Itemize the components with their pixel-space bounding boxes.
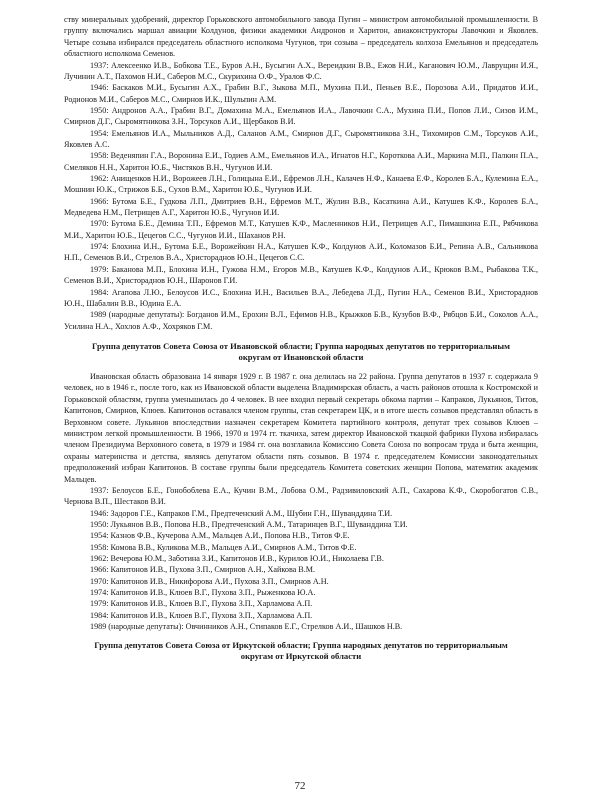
gorky-intro-paragraph: ству минеральных удобрений, директор Горьковского автомобильного завода Пугин – министром автомобильной промышленности. В группу включались маршал авиации Колдунов, физики академики Андронов и Харитон, авиаконструкторы Лавочкин и Яковлев. Четыре созыва избирался председатель областного исполкома Чугунов, три созыва – председатель колхоза Емельянов и председатель областного исполкома Семенов.	[64, 15, 538, 59]
convocation-entry: 1946: Задоров Г.Е., Капраков Г.М., Предтеченский А.М., Шубин Г.Н., Шуванддина Т.И.	[90, 508, 393, 518]
convocation-entry: 1937: Белоусов Б.Е., Гонобоблева Е.А., Кучин В.М., Лобова О.М., Радзивиловский А.П., Сахарова К.Ф., Скоробогатов С.В., Чернова В.П., Шестаков В.И.	[64, 485, 538, 507]
convocation-entry: 1946: Баскаков М.И., Бусыгин А.Х., Грабин В.Г., Зыкова М.П., Мухина П.И., Пеньев В.Е., Порозова А.И., Придатов И.И., Родионов М.И., Саберов М.С., Смирнов И.К., Шульпин А.М.	[64, 83, 538, 104]
page-number: 72	[294, 780, 306, 792]
convocation-entry: 1950: Андронов А.А., Грабин В.Г., Домахина М.А., Емельянов И.А., Лавочкин С.А., Мухина П.И., Попов Л.И., Сизов И.М., Смирнов Д.Г., Сыромятникова З.Н., Торсуков А.И., Щербаков В.И.	[64, 106, 538, 127]
convocation-entry: 1966: Капитонов И.В., Пухова З.П., Смирнов А.Н., Хайкова В.М.	[90, 565, 316, 575]
convocation-entry: 1962: Анищенков Н.И., Ворожеев Л.Н., Голицына Е.И., Ефремов Л.Н., Калачев Н.Ф., Канаева Е.Ф., Королев Б.А., Кулемина Е.А., Мошнин Ю.К., Стрижов Б.Б., Сухов В.М., Харитон Ю.Б., Чугунов И.И.	[64, 174, 538, 195]
ivanovo-convocations	[64, 485, 538, 632]
convocation-entry: 1958: Веденяпин Г.А., Воронина Е.И., Годиев А.М., Емельянов И.А., Игнатов Н.Г., Короткова А.И., Маркина М.П., Палкин П.А., Смеляков Н.Н., Харитон Ю.Б., Чистяков В.Н., Чугунов И.И.	[64, 151, 538, 172]
convocation-entry: 1966: Бутома Б.Е., Гудкова Л.П., Дмитриев В.Н., Ефремов М.Т., Жулин В.В., Касаткина А.И., Катушев К.Ф., Королев Б.А., Медведева Н.М., Петрищев А.Г., Харитон Ю.Б., Чугунов И.И.	[64, 196, 538, 218]
convocation-entry: 1984: Капитонов И.В., Клюев В.Г., Пухова З.П., Харламова А.П.	[90, 610, 313, 620]
convocation-entry: 1974: Капитонов И.В., Клюев В.Г., Пухова З.П., Рыженкова Ю.А.	[90, 588, 316, 598]
convocation-entry: 1954: Емельянов И.А., Мыльников А.Д., Саланов А.М., Смирнов Д.Г., Сыромятникова З.Н., Тихомиров С.М., Торсуков А.И., Яковлев А.С.	[64, 128, 538, 150]
convocation-entry: 1984: Агапова Л.Ю., Белоусов И.С., Блохина И.Н., Васильев В.А., Лебедева Л.Д., Пугин Н.А., Семенов В.И., Христораднов Ю.Н., Шабалин В.В., Юдина Е.А.	[64, 287, 538, 308]
gorky-convocations	[64, 60, 538, 332]
convocation-entry: 1962: Вечерова Ю.М., Заботина З.И., Капитонов И.В., Курилов Ю.И., Николаева Г.В.	[90, 554, 384, 563]
ivanovo-section-heading: Группа депутатов Совета Союза от Ивановской области; Группа народных депутатов по территориальным округам от Ивановской области	[92, 340, 510, 362]
irkutsk-section-heading: Группа депутатов Совета Союза от Иркутской области; Группа народных депутатов по территориальным округам от Иркутской области	[94, 640, 508, 662]
convocation-entry: 1954: Казнов Ф.В., Кучерова А.М., Мальцев А.И., Попова Н.В., Титов Ф.Е.	[90, 531, 350, 541]
convocation-entry: 1989 (народные депутаты): Овчинников А.Н., Стипаков Е.Г., Стрелков А.И., Шашков Н.В.	[90, 622, 403, 632]
convocation-entry: 1970: Бутома Б.Е., Демина Т.П., Ефремов М.Т., Катушев К.Ф., Масленников Н.И., Петрищев А.Г., Пимашкина Е.П., Рябчикова М.И., Харитон Ю.Б., Цецегов С.С., Чугунов И.И., Шаханов Р.Н.	[64, 219, 538, 240]
convocation-entry: 1974: Блохина И.Н., Бутома Б.Е., Ворожейкин Н.А., Катушев К.Ф., Колдунов А.И., Коломазов Б.И., Репина А.В., Сальникова Н.П., Семенов В.И., Стрелов В.А., Христораднов Ю.Н., Цецегов С.С.	[64, 242, 538, 263]
convocation-entry: 1979: Баканова М.П., Блохина И.Н., Гужова Н.М., Егоров М.В., Катушев К.Ф., Колдунов А.И., Крюков В.М., Рыбакова Т.К., Семенов В.И., Христораднов Ю.Н., Шаронов Г.И.	[64, 264, 538, 286]
convocation-entry: 1970: Капитонов И.В., Никифорова А.И., Пухова З.П., Смирнов А.Н.	[90, 576, 329, 586]
convocation-entry: 1950: Лукьянов В.В., Попова Н.В., Предтеченский А.М., Татаринцев В.Г., Шуванддина Т.И.	[90, 519, 408, 529]
ivanovo-intro-paragraph: Ивановская область образована 14 января 1929 г. В 1987 г. она делилась на 22 района. Группа депутатов в 1937 г. содержала 9 человек, но в 1946 г., после того, как из Ивановской области выделена Владимирская область, а часть районов отошла к Костромской и Горьковской областям, группа уменьшилась до 4 человек. В нее входил первый секретарь обкома партии – Капраков, Лукьянов, Титов, Капитонов, Смирнов, Клюев. Капитонов оставался членом группы, став секретарем ЦК, и в итоге шесть созывов представлял область в Верховном совете. Лукьянов впоследствии назначен секретарем Комитета партийного контроля, депутат трех созывов Клюев – министром легкой промышленности. В 1966, 1970 и 1974 гг. ткачиха, затем директор Ивановской ткацкой фабрики Пухова избиралась членом Президиума Верховного совета, в 1979 и 1984 гг. она возглавила Комиссию Совета Союза по вопросам труда и быта женщин, охраны материнства и детства, являясь депутатом области пять созывов. В 1974 г. председателем Комиссии законодательных предположений избран Капитонов. В составе группы были председатель Комитета советских женщин Попова, математик академик Мальцев.	[64, 371, 538, 484]
convocation-entry: 1989 (народные депутаты): Богданов И.М., Ерохин В.Л., Ефимов Н.В., Крыжков Б.В., Кузубов В.Ф., Рябцов Б.И., Соколов А.А., Усилина Н.А., Хохлов А.Ф., Хохряков Г.М.	[64, 310, 538, 331]
convocation-entry: 1958: Комова В.В., Куликова М.В., Мальцев А.И., Смирнов А.М., Титов Ф.Е.	[90, 542, 357, 552]
convocation-entry: 1979: Капитонов И.В., Клюев В.Г., Пухова З.П., Харламова А.П.	[90, 599, 313, 609]
convocation-entry: 1937: Алексеенко И.В., Бобкова Т.Е., Буров А.Н., Бусыгин А.Х., Вереидкин В.В., Ежов Н.И., Каганович Ю.М., Лаврущин И.Я., Лучинин А.Т., Пахомов Н.И., Саберов М.С., Скурихина О.Ф., Уралов Ф.С.	[64, 60, 538, 81]
